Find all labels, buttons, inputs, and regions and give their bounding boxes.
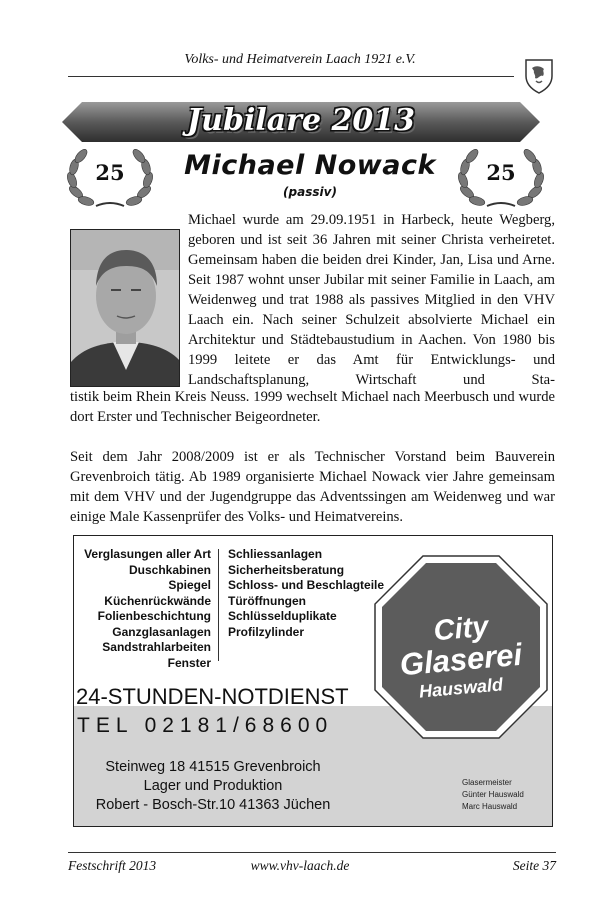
bio-paragraph-2: Seit dem Jahr 2008/2009 ist er als Technischer Vorstand beim Bauverein Grevenbroich tätig. Ab 1989 organisierte Michael Nowack vier Jahre gemeinsam mit dem VHV und der Jugendgruppe das Adventssingen am Weidenweg und war einige Male Kassenprüfer des Volks- und Heimatvereins. (70, 449, 555, 525)
footer-website: www.vhv-laach.de (250, 858, 350, 873)
services-divider (218, 549, 219, 661)
portrait-photo (70, 229, 180, 387)
owner-line: Glasermeister (462, 778, 512, 787)
coat-of-arms-icon (524, 58, 554, 94)
header-rule (68, 76, 514, 77)
bio-continuation: tistik beim Rhein Kreis Neuss. 1999 wechselt Michael nach Meerbusch und wurde dort Erster und Technischer Beigeordneter. (70, 389, 555, 425)
service-item: Sicherheitsberatung (228, 562, 345, 577)
address-line: Steinweg 18 41515 Grevenbroich (105, 759, 321, 775)
service-item: Schloss- und Beschlagteile (228, 578, 385, 592)
owner-line: Marc Hauswald (462, 802, 518, 811)
footer-page-number: Seite 37 (512, 858, 556, 873)
laurel-wreath-right (457, 146, 545, 210)
jubilee-years-left: 25 (95, 160, 125, 185)
service-item: Ganzglasanlagen (112, 624, 211, 639)
logo-text-hauswald: Hauswald (418, 674, 504, 702)
member-status: (passiv) (283, 185, 337, 199)
services-list-left (77, 547, 211, 671)
service-item: Verglasungen aller Art (84, 547, 211, 561)
service-item: Türöffnungen (228, 593, 306, 608)
service-item: Profilzylinder (228, 624, 305, 639)
owner-line: Günter Hauswald (462, 790, 524, 799)
service-item: Schlüsselduplikate (228, 609, 337, 623)
emergency-service-label: 24-STUNDEN-NOTDIENST (76, 684, 349, 709)
service-item: Sandstrahlarbeiten (102, 640, 211, 654)
service-item: Spiegel (168, 578, 211, 592)
logo-text-city: City (432, 610, 490, 648)
footer-rule (68, 852, 556, 853)
phone-number: TEL 02181/68600 (77, 714, 334, 737)
owner-info (462, 777, 524, 813)
address-line: Lager und Produktion (143, 778, 283, 794)
person-name: Michael Nowack (184, 150, 436, 181)
logo-text-glaserei: Glaserei (398, 636, 524, 683)
address-line: Robert - Bosch-Str.10 41363 Jüchen (95, 797, 331, 813)
service-item: Schliessanlagen (228, 547, 323, 561)
service-item: Küchenrückwände (104, 593, 211, 608)
service-item: Fenster (167, 655, 211, 670)
laurel-wreath-left (66, 146, 154, 210)
address-block (78, 758, 348, 815)
service-item: Duschkabinen (128, 562, 211, 577)
jubilee-years-right: 25 (486, 160, 516, 185)
service-item: Folienbeschichtung (97, 609, 211, 623)
person-photo-icon (71, 230, 180, 387)
footer-publication: Festschrift 2013 (68, 858, 157, 873)
header-title: Volks- und Heimatverein Laach 1921 e.V. (184, 52, 416, 67)
banner-title: Jubilare 2013 (186, 103, 416, 138)
bio-intro: Michael wurde am 29.09.1951 in Harbeck, heute Wegberg, geboren und ist seit 36 Jahren mit seiner Christa verheiretet. Gemeinsam haben die beiden drei Kinder, Jan, Lisa und Arne. Seit 1987 wohnt unser Jubilar mit seiner Familie in Laach, am Weidenweg und trat 1988 als passives Mitglied in den VHV Laach ein. Nach seiner Schulzeit absolvierte Michael ein Architektur und Städtebaustudium in Aachen. Von 1980 bis 1999 leitete er das Amt für Entwicklungs- und Landschaftsplanung, Wirtschaft und Sta- (188, 212, 555, 388)
